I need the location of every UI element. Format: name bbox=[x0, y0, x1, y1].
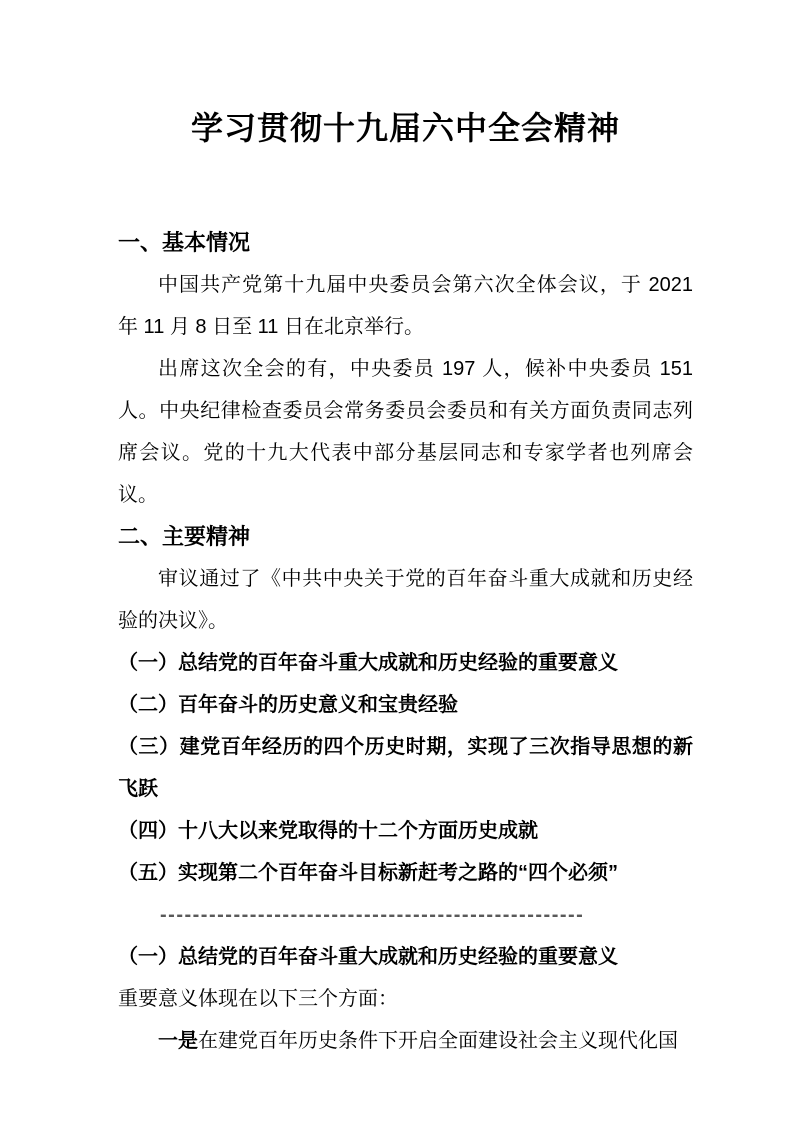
detail-section-heading: （一）总结党的百年奋斗重大成就和历史经验的重要意义 bbox=[118, 946, 618, 968]
section-1-paragraph-2: 出席这次全会的有，中央委员 197 人，候补中央委员 151 人。中央纪律检查委员会常务委员会委员和有关方面负责同志列席会议。党的十九大代表中部分基层同志和专家学者也列席会议。 bbox=[118, 358, 693, 506]
outline-point-1: （一）总结党的百年奋斗重大成就和历史经验的重要意义 bbox=[118, 652, 618, 674]
section-1-paragraph-1: 中国共产党第十九届中央委员会第六次全体会议，于 2021 年 11 月 8 日至 11 日在北京举行。 bbox=[118, 274, 693, 338]
detail-first-point-paragraph bbox=[118, 1020, 693, 1062]
outline-point-5: （五）实现第二个百年奋斗目标新赶考之路的“四个必须” bbox=[118, 862, 618, 884]
dashed-separator: ---------------------------------------------------- bbox=[160, 904, 585, 926]
outline-point-4: （四）十八大以来党取得的十二个方面历史成就 bbox=[118, 820, 538, 842]
document-title: 学习贯彻十九届六中全会精神 bbox=[190, 110, 620, 146]
first-point-text: 在建党百年历史条件下开启全面建设社会主义现代化国 bbox=[198, 1030, 678, 1052]
section-1-heading: 一、基本情况 bbox=[118, 230, 251, 255]
section-2-heading: 二、主要精神 bbox=[118, 524, 251, 549]
outline-point-2: （二）百年奋斗的历史意义和宝贵经验 bbox=[118, 694, 458, 716]
outline-point-3: （三）建党百年经历的四个历史时期，实现了三次指导思想的新飞跃 bbox=[118, 736, 693, 800]
first-point-lead: 一是 bbox=[158, 1030, 198, 1052]
detail-lead-in-paragraph: 重要意义体现在以下三个方面： bbox=[118, 988, 398, 1010]
section-2-intro-paragraph: 审议通过了《中共中央关于党的百年奋斗重大成就和历史经验的决议》。 bbox=[118, 568, 693, 632]
